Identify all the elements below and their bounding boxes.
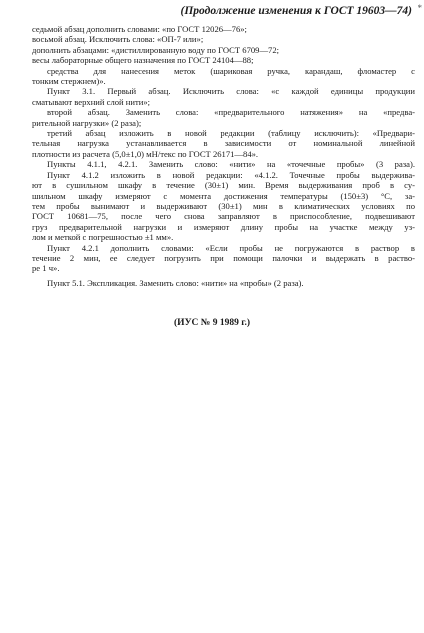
text-line: сматывают верхний слой нити»;	[32, 96, 151, 107]
text-line: шильном шкафу измеряют с момента достижения температуры (150±3) °С, за-	[32, 190, 415, 201]
text-line: дополнить абзацами: «дистиллированную воду по ГОСТ 6709—72;	[32, 44, 280, 55]
text-line: третий абзац изложить в новой редакции (таблицу исключить): «Предвари-	[47, 128, 415, 139]
text-line: Пункты 4.1.1, 4.2.1. Заменить слово: «нити» на «точечные пробы» (3 раза).	[47, 159, 415, 170]
text-line: лом и меткой с погрешностью ±1 мм».	[32, 232, 174, 243]
document-body	[32, 24, 415, 288]
text-line: рительной нагрузки» (2 раза);	[32, 117, 142, 128]
text-line: плотности из расчета (5,0±1,0) мН/текс по ГОСТ 26171—84».	[32, 148, 259, 159]
text-line: течение 2 мин, ее следует погрузить при помощи палочки и выдержать в раство-	[32, 252, 415, 263]
text-line: ре 1 ч».	[32, 263, 60, 274]
text-line: Пункт 5.1. Экспликация. Заменить слово: «нити» на «пробы» (2 раза).	[47, 277, 304, 288]
text-line: ГОСТ 10681—75, после чего снова заправляют в приспособление, подвешивают	[32, 211, 415, 222]
corner-mark: *	[417, 3, 422, 13]
text-line: второй абзац. Заменить слова: «предварительного натяжения» на «предва-	[47, 107, 415, 118]
text-line: весы лабораторные общего назначения по ГОСТ 24104—88;	[32, 55, 254, 66]
text-line: груз предварительной нагрузки и измеряют длину пробы на участке между уз-	[32, 221, 415, 232]
text-line: Пункт 4.1.2 изложить в новой редакции: «4.1.2. Точечные пробы выдержива-	[47, 169, 415, 180]
publication-reference: (ИУС № 9 1989 г.)	[174, 318, 250, 328]
text-line: тем пробы вынимают и выдерживают (30±1) мин в климатических условиях по	[32, 200, 415, 211]
text-line: седьмой абзац дополнить словами: «по ГОСТ 12026—76»;	[32, 24, 247, 34]
text-line: Пункт 4.2.1 дополнить словами: «Если пробы не погружаются в раствор в	[47, 242, 415, 253]
text-line: тонким стержнем)».	[32, 76, 106, 87]
text-line: тельная нагрузка устанавливается в зависимости от номинальной линейной	[32, 138, 415, 149]
page-header: (Продолжение изменения к ГОСТ 19603—74)	[180, 5, 412, 17]
text-line: Пункт 3.1. Первый абзац. Исключить слова: «с каждой единицы продукции	[47, 86, 415, 97]
text-line: ют в сушильном шкафу в течение (30±1) мин. Время выдерживания проб в су-	[32, 180, 415, 191]
text-line: средства для нанесения меток (шариковая ручка, карандаш, фломастер с	[47, 65, 415, 76]
text-line: восьмой абзац. Исключить слова: «ОП-7 или»;	[32, 34, 204, 45]
